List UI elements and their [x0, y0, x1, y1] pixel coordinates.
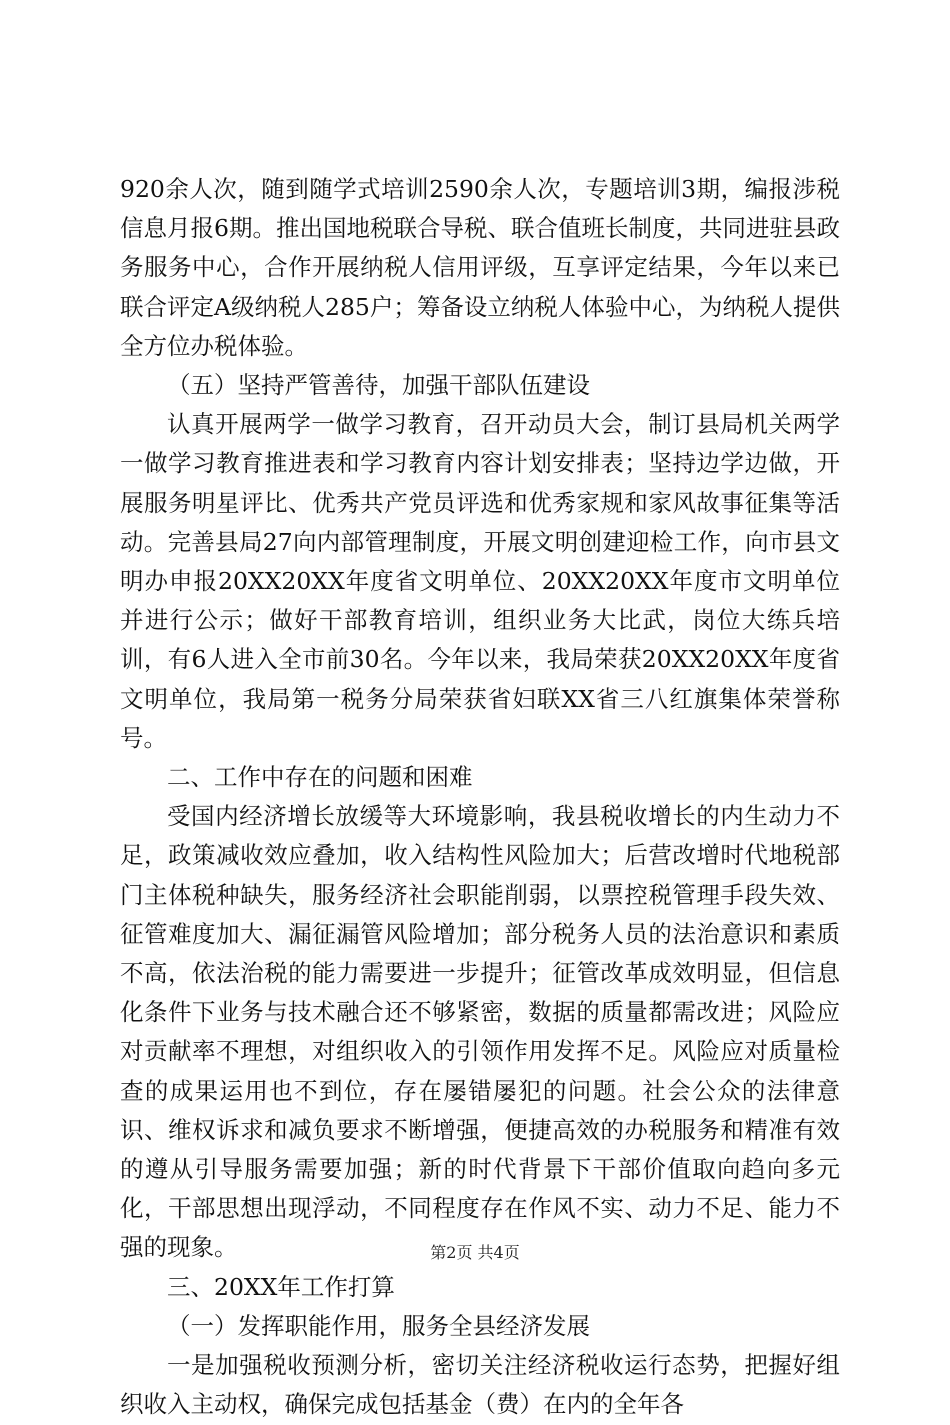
page-number-label: 第2页 共4页 [430, 1243, 520, 1262]
paragraph-team-building: 认真开展两学一做学习教育，召开动员大会，制订县局机关两学一做学习教育推进表和学习教育内容计划安排表；坚持边学边做，开展服务明星评比、优秀共产党员评选和优秀家规和家风故事征集等活动。完善县局27向内部管理制度，开展文明创建迎检工作，向市县文明办申报20XX20XX年度省文明单位、20XX20XX年度市文明单位并进行公示；做好干部教育培训，组织业务大比武，岗位大练兵培训，有6人进入全市前30名。今年以来，我局荣获20XX20XX年度省文明单位，我局第一税务分局荣获省妇联XX省三八红旗集体荣誉称号。 [120, 410, 840, 752]
section-heading-plan: 三、20XX年工作打算 [167, 1272, 395, 1301]
subsection-heading-one: （一）发挥职能作用，服务全县经济发展 [167, 1311, 590, 1340]
document-body [120, 170, 840, 1425]
paragraph-training-continuation: 920余人次，随到随学式培训2590余人次，专题培训3期，编报涉税信息月报6期。推出国地税联合导税、联合值班长制度，共同进驻县政务服务中心，合作开展纳税人信用评级，互享评定结果，今年以来已联合评定A级纳税人285户；筹备设立纳税人体验中心，为纳税人提供全方位办税体验。 [120, 175, 840, 360]
paragraph-problems: 受国内经济增长放缓等大环境影响，我县税收增长的内生动力不足，政策减收效应叠加，收入结构性风险加大；后营改增时代地税部门主体税种缺失，服务经济社会职能削弱，以票控税管理手段失效、征管难度加大、漏征漏管风险增加；部分税务人员的法治意识和素质不高，依法治税的能力需要进一步提升；征管改革成效明显，但信息化条件下业务与技术融合还不够紧密，数据的质量都需改进；风险应对贡献率不理想，对组织收入的引领作用发挥不足。风险应对质量检查的成果运用也不到位，存在屡错屡犯的问题。社会公众的法律意识、维权诉求和减负要求不断增强，便捷高效的办税服务和精准有效的遵从引导服务需要加强；新的时代背景下干部价值取向趋向多元化，干部思想出现浮动，不同程度存在作风不实、动力不足、能力不强的现象。 [120, 802, 840, 1262]
paragraph-tax-forecast: 一是加强税收预测分析，密切关注经济税收运行态势，把握好组织收入主动权，确保完成包括基金（费）在内的全年各 [120, 1351, 840, 1419]
section-heading-five: （五）坚持严管善待，加强干部队伍建设 [167, 371, 590, 400]
page-footer [0, 1243, 950, 1263]
section-heading-problems: 二、工作中存在的问题和困难 [167, 763, 473, 792]
